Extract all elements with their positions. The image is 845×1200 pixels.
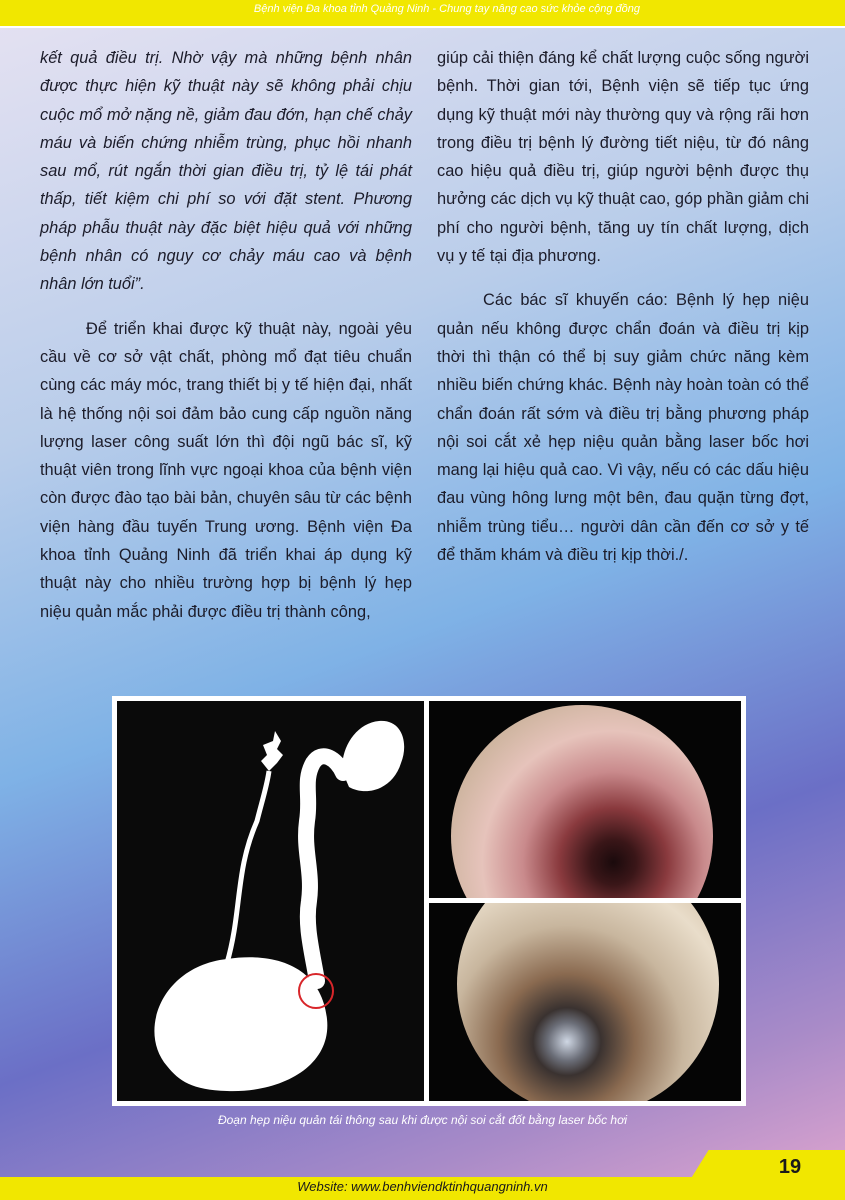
paragraph-recommendation: Các bác sĩ khuyến cáo: Bệnh lý hẹp niệu quản nếu không được chẩn đoán và điều trị kịp thời thì thận có thể bị suy giảm chức năng kèm nhiều biến chứng khác. Bệnh này hoàn toàn có thể chẩn đoán rất sớm và điều trị bằng phương pháp nội soi cắt xẻ hẹp niệu quản bằng laser bốc hơi mang lại hiệu quả cao. Vì vậy, nếu có các dấu hiệu đau vùng hông lưng một bên, đau quặn từng đợt, nhiễm trùng tiểu… người dân cần đến cơ sở y tế để thăm khám và điều trị kịp thời./. xyxy=(437,291,809,565)
urogram-illustration xyxy=(117,701,424,1101)
endoscope-view-bottom xyxy=(457,903,719,1101)
article-column-right xyxy=(437,44,809,569)
endoscopy-image-bottom xyxy=(429,903,741,1101)
left-renal-pelvis xyxy=(261,731,283,771)
left-ureter xyxy=(227,771,269,963)
paragraph-benefits: giúp cải thiện đáng kể chất lượng cuộc sống người bệnh. Thời gian tới, Bệnh viện sẽ tiếp tục ứng dụng kỹ thuật mới này thường quy và rộng rãi hơn trong điều trị bệnh lý đường tiết niệu, từ đó nâng cao hiệu quả điều trị, giúp người bệnh được thụ hưởng các dịch vụ kỹ thuật cao, góp phần giảm chi phí cho người bệnh, tăng uy tín chất lượng, dịch vụ y tế tại địa phương. xyxy=(437,49,809,266)
paragraph-quote-end: kết quả điều trị. Nhờ vậy mà những bệnh nhân được thực hiện kỹ thuật này sẽ không phải chịu cuộc mổ mở nặng nề, giảm đau đớn, hạn chế chảy máu và biến chứng nhiễm trùng, phục hồi nhanh sau mổ, rút ngắn thời gian điều trị, tỷ lệ tái phát thấp, tiết kiệm chi phí so với đặt stent. Phương pháp phẫu thuật này đặc biệt hiệu quả với những bệnh nhân có nguy cơ chảy máu cao và bệnh nhân lớn tuổi”. xyxy=(40,49,412,294)
endoscope-view-top xyxy=(451,705,713,898)
article-column-left xyxy=(40,44,412,626)
urogram-image xyxy=(117,701,424,1101)
header-divider xyxy=(0,26,845,28)
footer-website: Website: www.benhviendktinhquangninh.vn xyxy=(297,1179,548,1194)
header-tagline: Bệnh viện Đa khoa tỉnh Quảng Ninh - Chung tay nâng cao sức khỏe cộng đồng xyxy=(253,3,640,15)
right-ureter-dilated xyxy=(306,756,343,981)
endoscopy-image-top xyxy=(429,701,741,898)
paragraph-implementation: Để triển khai được kỹ thuật này, ngoài yêu cầu về cơ sở vật chất, phòng mổ đạt tiêu chuẩn cùng các máy móc, trang thiết bị y tế hiện đại, nhất là hệ thống nội soi đảm bảo cung cấp nguồn năng lượng laser công suất lớn thì đội ngũ bác sĩ, kỹ thuật viên trong lĩnh vực ngoại khoa của bệnh viện còn được đào tạo bài bản, chuyên sâu từ các bệnh viện hàng đầu tuyến Trung ương. Bệnh viện Đa khoa tỉnh Quảng Ninh đã triển khai áp dụng kỹ thuật này cho nhiều trường hợp bị bệnh lý hẹp niệu quản mắc phải được điều trị thành công, xyxy=(40,319,412,621)
figure-photo-collage xyxy=(112,696,746,1106)
figure-caption: Đoạn hẹp niệu quản tái thông sau khi được nội soi cắt đốt bằng laser bốc hơi xyxy=(217,1113,628,1127)
page-number: 19 xyxy=(778,1156,802,1178)
bladder-shape xyxy=(154,957,327,1091)
header-bar xyxy=(0,0,845,26)
right-renal-pelvis xyxy=(342,721,404,791)
